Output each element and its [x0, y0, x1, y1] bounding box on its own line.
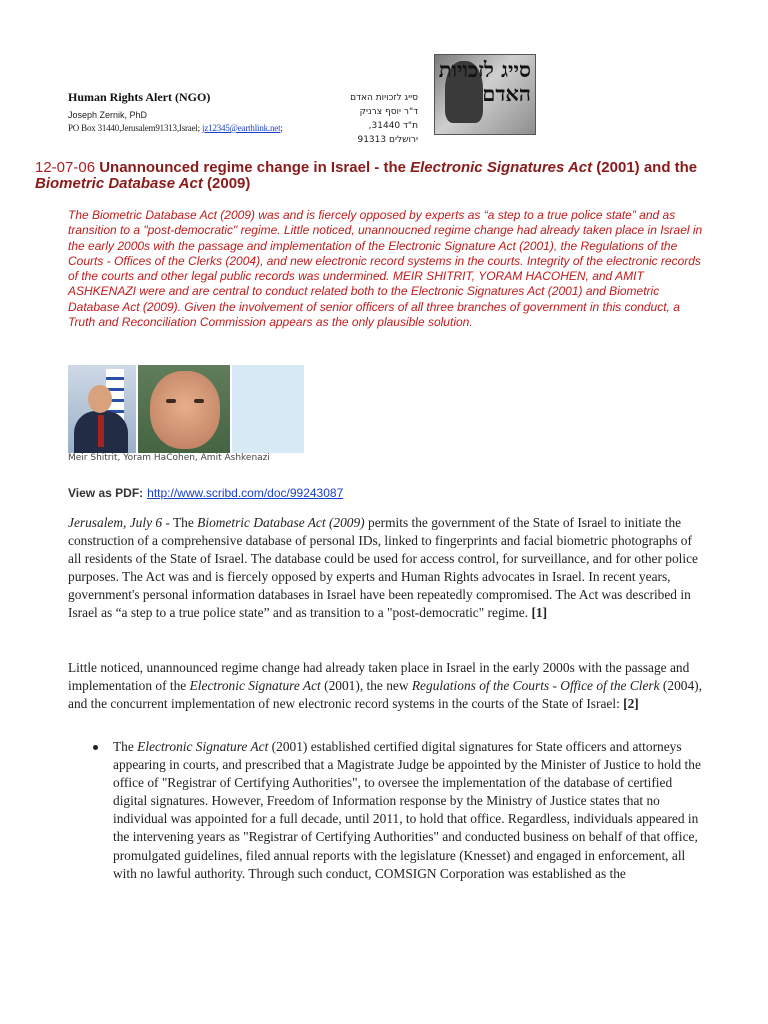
para2-text2: (2001), the new	[320, 678, 412, 693]
bullet1-text1: The	[113, 739, 138, 754]
para2-text3: (2004), and the concurrent implementation of new electronic record systems in the courts of the State of Israel:	[68, 678, 702, 711]
bullet1-text2: (2001) established certified digital signatures for State officers and attorneys appearing in courts, and prescribed that a Magistrate Judge be appointed by the Minister of Justice to hold the office of "Registrar of Certifying Authorities", to oversee the implementation of the database of certified digital signatures. However, Freedom of Information response by the Ministry of Justice states that no individual was appointed for a full decade, until 2011, to hold that office. Regardless, individuals appeared in the intervening years as "Registrar of Certifying Authorities" and conducted business on behalf of that office, promulgated guidelines, filed annual reports with the legislature (Knesset) and engaged in enforcement, all with no lawful authority. Through such conduct, COMSIGN Corporation was established as the	[113, 739, 701, 881]
hebrew-address: ת"ד 31440, ירושלים 91313	[357, 121, 418, 145]
pdf-label: View as PDF:	[68, 486, 144, 500]
pdf-link[interactable]: http://www.scribd.com/doc/99243087	[147, 486, 344, 500]
headline-act1: Electronic Signatures Act	[410, 159, 593, 176]
headline-part2: (2001) and the	[592, 159, 698, 176]
para1-text: permits the government of the State of Israel to initiate the construction of a comprehensive database of personal IDs, linked to fingerprints and facial biometric photographs of all residents of the State of Israel. The database could be used for access control, for surveillance, and for other police purposes. The Act was and is fiercely opposed by experts and Human Rights advocates in Israel. In recent years, government's personal information databases in Israel have been repeatedly compromised. The Act was described in Israel as “a step to a true police state” and as transition to a "post-democratic" regime.	[68, 515, 698, 620]
org-name: Human Rights Alert (NGO)	[68, 90, 211, 104]
para2-act2: Regulations of the Courts - Office of the Clerk	[411, 678, 660, 693]
address-prefix: PO Box 31440,Jerusalem91313,Israel;	[68, 123, 200, 133]
para2-act1: Electronic Signature Act	[189, 678, 321, 693]
face-shape	[150, 371, 220, 449]
hebrew-org-name: סייג לזכויות האדם	[350, 93, 418, 103]
hebrew-person-name: ד"ר יוסף צרניק	[359, 107, 418, 117]
bullet-list	[90, 738, 708, 883]
letterhead-hebrew	[340, 91, 418, 147]
para2-text1: Little noticed, unannounced regime change had already taken place in Israel in the early 2000s with the passage and implementation of the	[68, 660, 690, 693]
photo-strip	[68, 365, 304, 453]
email-link[interactable]: jz12345@earthlink.net	[202, 123, 281, 133]
headline-date: 12-07-06	[35, 159, 96, 176]
head-shape	[88, 385, 112, 413]
photo-yoram-hacohen	[138, 365, 230, 453]
photo-amit-ashkenazi-placeholder	[232, 365, 304, 453]
logo-text: סייג לזכויות האדם	[438, 57, 531, 106]
reference-2[interactable]: [2]	[623, 696, 639, 711]
eye-shape	[166, 399, 176, 403]
person-name: Joseph Zernik, PhD	[68, 110, 148, 120]
headline-act2: Biometric Database Act	[35, 175, 203, 192]
headline	[35, 160, 725, 192]
tie-shape	[98, 415, 104, 447]
para1-act: Biometric Database Act (2009)	[197, 515, 365, 530]
pdf-link-row	[68, 486, 343, 500]
body-paragraph-2	[68, 659, 708, 713]
photo-meir-shitrit	[68, 365, 136, 453]
dateline: Jerusalem, July 6	[68, 515, 163, 530]
list-item	[90, 738, 708, 883]
body-paragraph-1	[68, 514, 708, 622]
org-logo	[434, 54, 536, 135]
bullet-dot-icon	[93, 745, 98, 750]
letterhead-english	[68, 90, 283, 133]
bullet1-act: Electronic Signature Act	[137, 739, 269, 754]
eye-shape	[194, 399, 204, 403]
postal-address	[68, 123, 283, 133]
headline-part3: (2009)	[202, 175, 251, 192]
address-suffix: ;	[280, 123, 283, 133]
para1-dash: - The	[162, 515, 198, 530]
summary-paragraph: The Biometric Database Act (2009) was and is fiercely opposed by experts as “a step to a true police state” and as transition to a "post-democratic" regime. Little noticed, unannoucned regime change had already taken place in Israel in the early 2000s with the passage and implementation of the Electronic Signature Act (2001), the Regulations of the Courts - Offices of the Clerks (2004), and new electronic record systems in the courts. Integrity of the electronic records of the courts and other legal public records was undermined. MEIR SHITRIT, YORAM HACOHEN, and AMIT ASHKENAZI were and are central to conduct related both to the Electronic Signatures Act (2001) and Biometric Database Act (2009). Given the involvement of senior officers of all three branches of government in this conduct, a Truth and Reconciliation Commission appears as the only plausible solution.	[68, 208, 703, 330]
reference-1[interactable]: [1]	[531, 605, 548, 620]
photo-caption: Meir Shitrit, Yoram HaCohen, Amit Ashkenazi	[68, 453, 270, 463]
headline-part1: Unannounced regime change in Israel - the	[99, 159, 411, 176]
